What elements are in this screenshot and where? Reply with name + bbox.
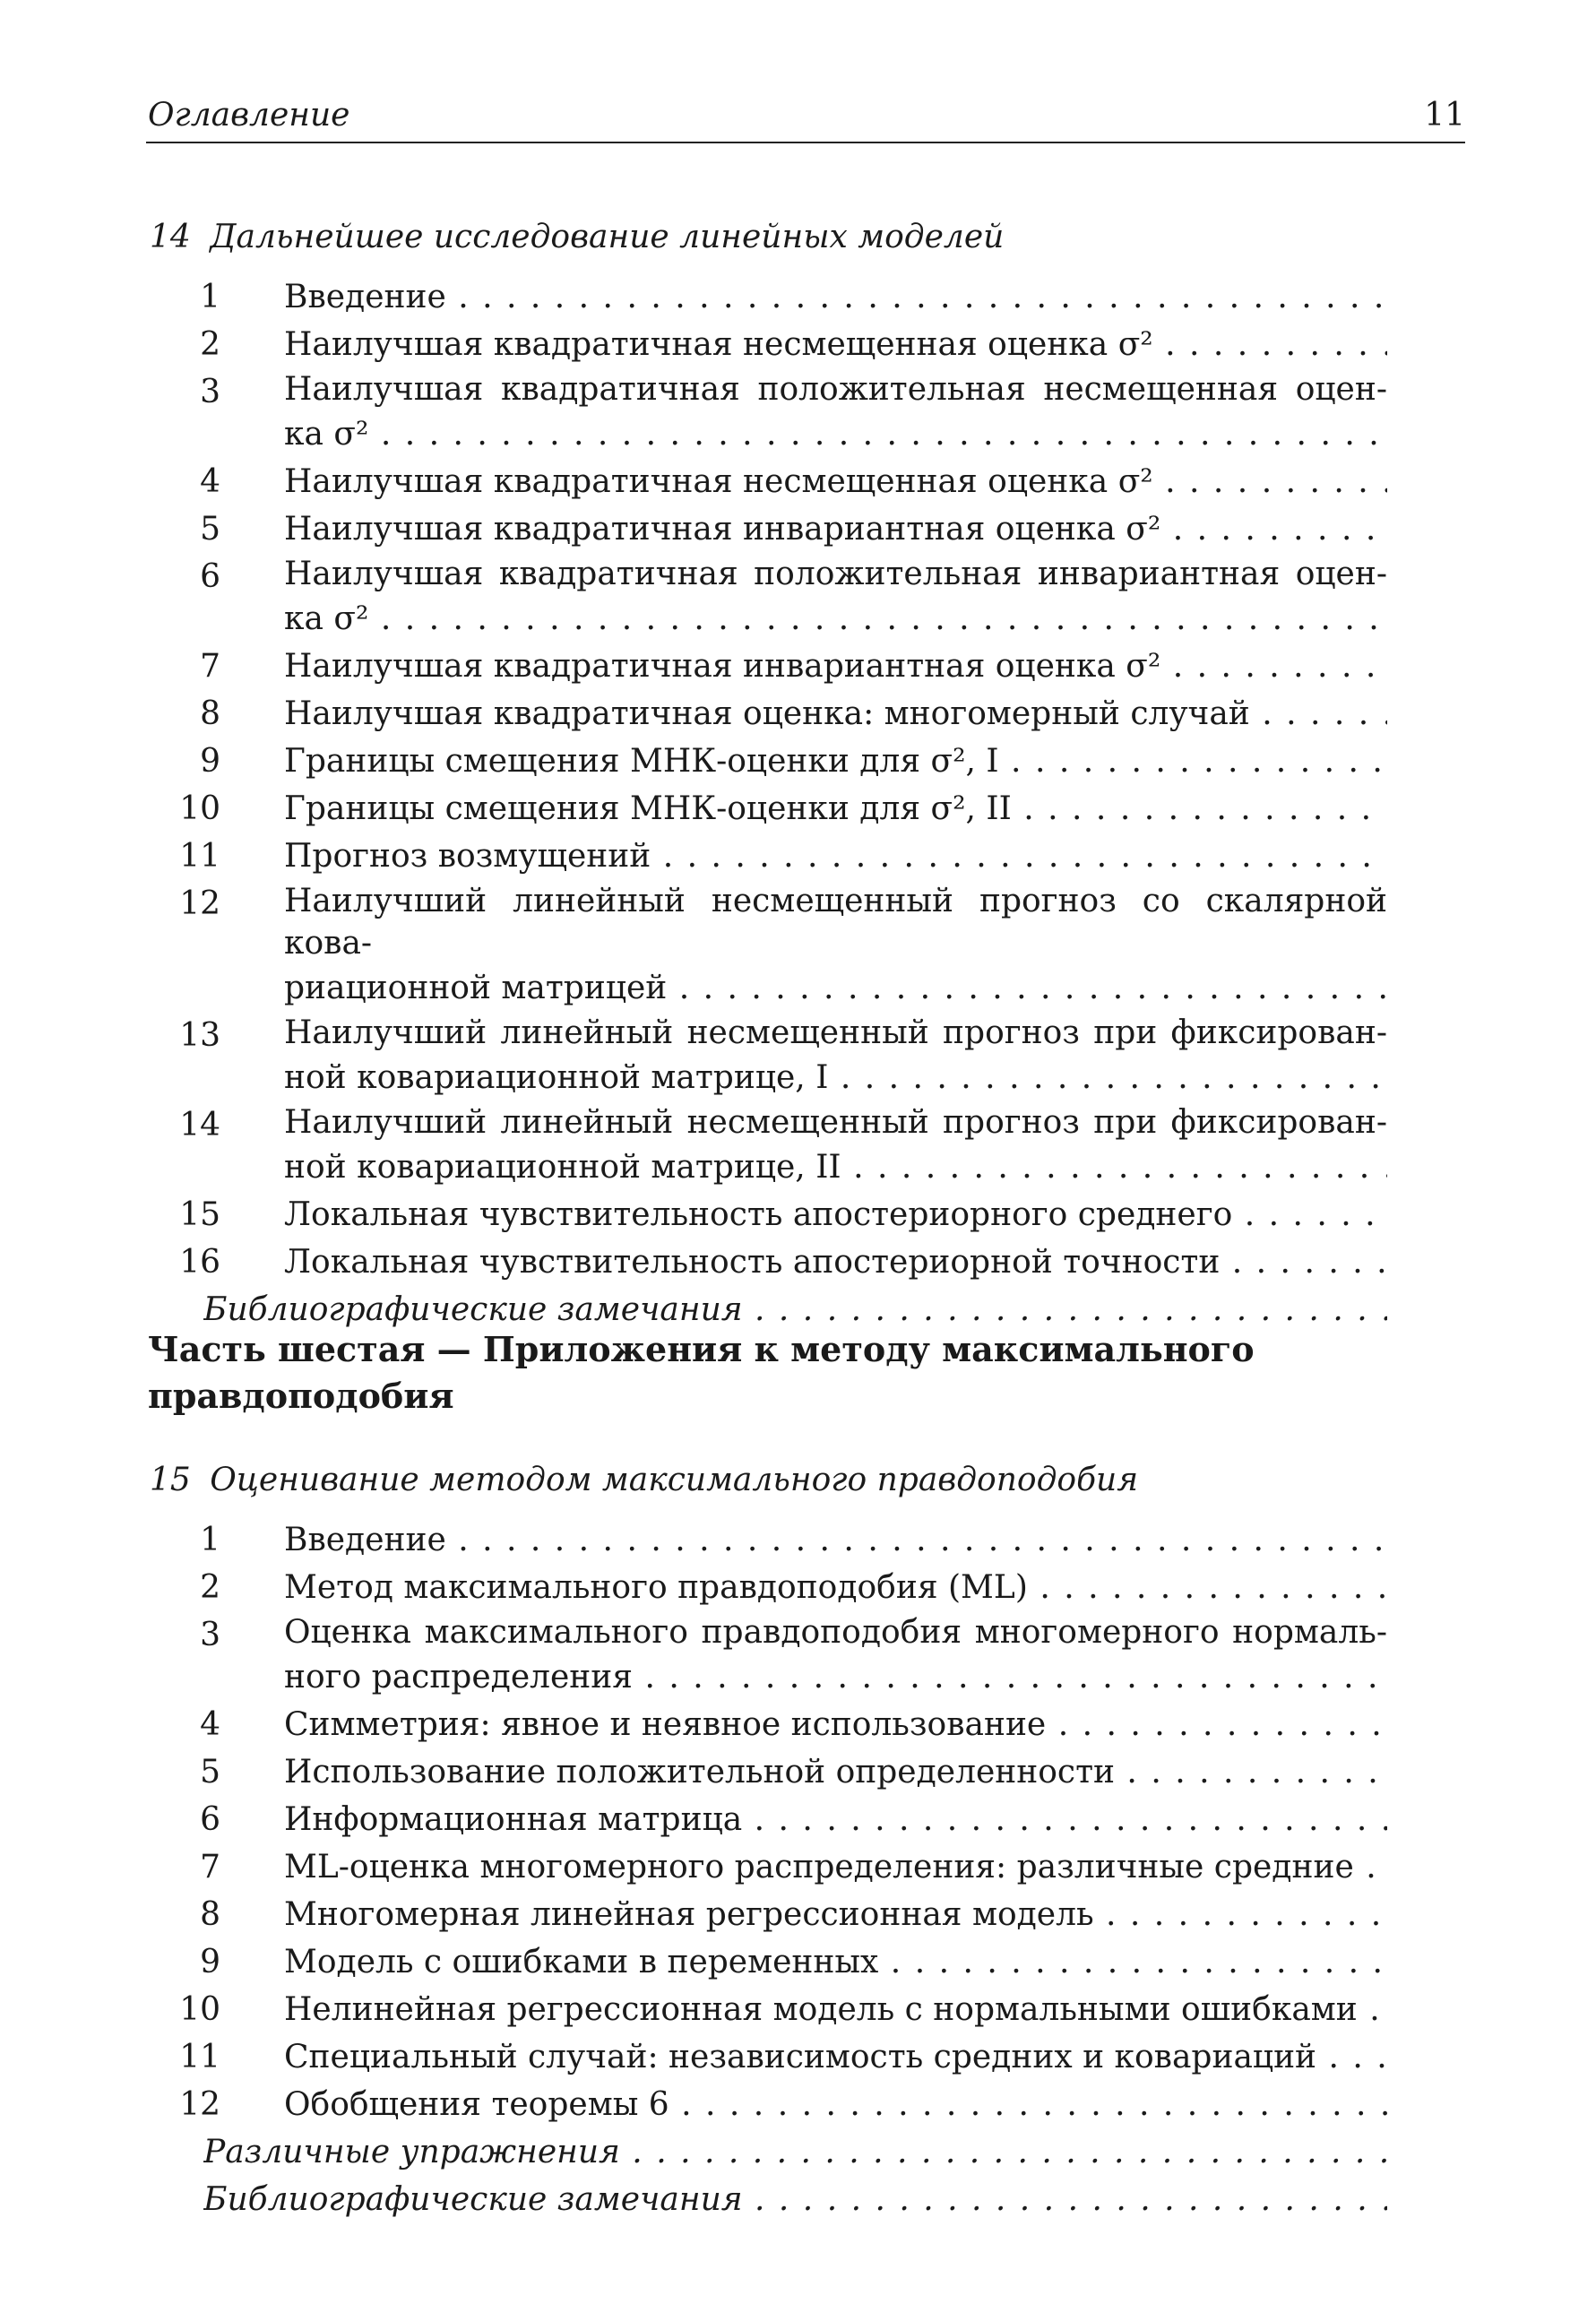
toc-entry[interactable]: [146, 321, 1477, 368]
toc-entry[interactable]: [146, 1611, 1477, 1701]
entry-number: 8: [200, 695, 220, 732]
toc-list: [146, 273, 1477, 1333]
entry-title: ка σ² . . .: [284, 410, 1387, 458]
entry-number: 15: [179, 1196, 220, 1233]
entry-title: Наилучшая квадратичная оценка: многомерный случай . . .: [284, 690, 1387, 738]
entry-title: Различные упражнения . . .: [203, 2128, 1387, 2176]
entry-page: [1405, 0, 1477, 2223]
entry-title-line1: Оценка максимального правдоподобия многомерного нормаль-: [284, 1614, 1387, 1651]
toc-entry-notes[interactable]: [146, 2176, 1477, 2223]
chapter-title: [146, 1454, 1477, 1507]
toc-entry[interactable]: [146, 1701, 1477, 1748]
toc-entry[interactable]: [146, 643, 1477, 690]
toc-entry-exercises[interactable]: [146, 2128, 1477, 2176]
toc-entry[interactable]: [146, 1516, 1477, 1564]
toc-entry[interactable]: [146, 1748, 1477, 1796]
toc-entry[interactable]: [146, 690, 1477, 738]
entry-title: Библиографические замечания . . .: [203, 2176, 1387, 2223]
entry-number: 7: [200, 648, 220, 685]
toc-entry[interactable]: [146, 2033, 1477, 2081]
entry-title: ML-оценка многомерного распределения: различные средние . . .: [284, 1843, 1387, 1891]
toc-entry[interactable]: [146, 1891, 1477, 1938]
entry-number: 4: [200, 463, 220, 500]
toc-entry[interactable]: [146, 1012, 1477, 1101]
entry-title: Введение . . .: [284, 273, 1387, 321]
toc-entry[interactable]: [146, 505, 1477, 553]
page-number: 11: [1424, 97, 1465, 134]
entry-number: 8: [200, 1896, 220, 1933]
part-heading-section: [146, 1326, 1477, 1420]
entry-title: Библиографические замечания . . .: [203, 1286, 1387, 1333]
toc-entry[interactable]: [146, 458, 1477, 505]
toc-entry[interactable]: [146, 1843, 1477, 1891]
entry-title: ной ковариационной матрице, II . . .: [284, 1143, 1387, 1191]
entry-number: 1: [200, 279, 220, 315]
entry-number: 10: [179, 790, 220, 827]
entry-title: Многомерная линейная регрессионная модель . . .: [284, 1891, 1387, 1938]
entry-number: 11: [179, 2039, 220, 2075]
entry-title: Метод максимального правдоподобия (ML) . . .: [284, 1564, 1387, 1611]
toc-entry[interactable]: [146, 1564, 1477, 1611]
toc-entry[interactable]: [146, 1986, 1477, 2033]
running-head: [146, 97, 1465, 143]
toc-entry[interactable]: [146, 1191, 1477, 1238]
entry-title: ка σ² . . .: [284, 595, 1387, 643]
toc-entry[interactable]: [146, 1938, 1477, 1986]
entry-title: Прогноз возмущений . . .: [284, 833, 1387, 880]
entry-title-line1: Наилучший линейный несмещенный прогноз со скалярной кова-: [284, 883, 1387, 962]
entry-title: Введение . . .: [284, 1516, 1387, 1564]
entry-number: 12: [179, 2086, 220, 2123]
entry-number: 14: [179, 1107, 220, 1143]
entry-title: Локальная чувствительность апостериорного среднего . . .: [284, 1191, 1387, 1238]
entry-title-line1: Наилучшая квадратичная положительная инвариантная оцен-: [284, 556, 1387, 592]
chapter-14-section: [146, 211, 1477, 1333]
toc-entry[interactable]: [146, 368, 1477, 458]
toc-list: [146, 1516, 1477, 2223]
entry-number: 9: [200, 1944, 220, 1980]
chapter-15-section: [146, 1454, 1477, 2223]
entry-title: Симметрия: явное и неявное использование . . .: [284, 1701, 1387, 1748]
entry-number: 9: [200, 743, 220, 780]
chapter-number: 14: [150, 219, 191, 255]
entry-number: 5: [200, 511, 220, 548]
entry-number: 13: [179, 1017, 220, 1054]
entry-number: 3: [200, 374, 220, 410]
chapter-title-text: Оценивание методом максимального правдоподобия: [210, 1462, 1139, 1498]
toc-entry[interactable]: [146, 880, 1477, 1012]
entry-title: Наилучшая квадратичная несмещенная оценка σ² . . .: [284, 458, 1387, 505]
entry-title-line1: Наилучший линейный несмещенный прогноз при фиксирован-: [284, 1014, 1387, 1051]
entry-title-line1: Наилучший линейный несмещенный прогноз при фиксирован-: [284, 1104, 1387, 1141]
entry-title: Наилучшая квадратичная инвариантная оценка σ² . . .: [284, 643, 1387, 690]
entry-title: ного распределения . . .: [284, 1653, 1387, 1701]
chapter-number: 15: [150, 1462, 191, 1498]
toc-entry[interactable]: [146, 2081, 1477, 2128]
entry-number: 6: [200, 1801, 220, 1838]
entry-number: 4: [200, 1706, 220, 1743]
entry-title: риационной матрицей . . .: [284, 964, 1387, 1012]
entry-title: Нелинейная регрессионная модель с нормальными ошибками . . .: [284, 1986, 1387, 2033]
entry-number: 12: [179, 885, 220, 922]
toc-entry[interactable]: [146, 1796, 1477, 1843]
toc-entry[interactable]: [146, 553, 1477, 643]
entry-number: 1: [200, 1522, 220, 1558]
entry-title: Использование положительной определенности . . .: [284, 1748, 1387, 1796]
toc-entry[interactable]: [146, 785, 1477, 833]
entry-title: Информационная матрица . . .: [284, 1796, 1387, 1843]
entry-title: Модель с ошибками в переменных . . .: [284, 1938, 1387, 1986]
entry-number: 10: [179, 1991, 220, 2028]
entry-number: 11: [179, 838, 220, 875]
entry-title: Границы смещения МНК-оценки для σ², II . . .: [284, 785, 1387, 833]
entry-title: ной ковариационной матрице, I . . .: [284, 1054, 1387, 1101]
entry-title: Обобщения теоремы 6 . . .: [284, 2081, 1387, 2128]
toc-entry[interactable]: [146, 273, 1477, 321]
toc-entry[interactable]: [146, 1101, 1477, 1191]
entry-title: Наилучшая квадратичная инвариантная оценка σ² . . .: [284, 505, 1387, 553]
part-title: Часть шестая — Приложения к методу максимального правдоподобия: [148, 1329, 1255, 1416]
entry-title-line1: Наилучшая квадратичная положительная несмещенная оцен-: [284, 371, 1387, 408]
chapter-title: [146, 211, 1477, 264]
entry-number: 2: [200, 1569, 220, 1606]
entry-title: Специальный случай: независимость средних и ковариаций . . .: [284, 2033, 1387, 2081]
entry-number: 2: [200, 326, 220, 363]
toc-entry[interactable]: [146, 1238, 1477, 1286]
chapter-title-text: Дальнейшее исследование линейных моделей: [210, 219, 1005, 255]
toc-entry[interactable]: [146, 833, 1477, 880]
entry-number: 16: [179, 1244, 220, 1281]
entry-title: Наилучшая квадратичная несмещенная оценка σ² . . .: [284, 321, 1387, 368]
toc-entry[interactable]: [146, 738, 1477, 785]
entry-number: 3: [200, 1617, 220, 1653]
running-title: Оглавление: [148, 97, 350, 134]
entry-title: Границы смещения МНК-оценки для σ², I . . .: [284, 738, 1387, 785]
entry-title: Локальная чувствительность апостериорной точности . . .: [284, 1238, 1387, 1286]
entry-number: 7: [200, 1849, 220, 1885]
entry-number: 5: [200, 1754, 220, 1791]
entry-number: 6: [200, 558, 220, 595]
